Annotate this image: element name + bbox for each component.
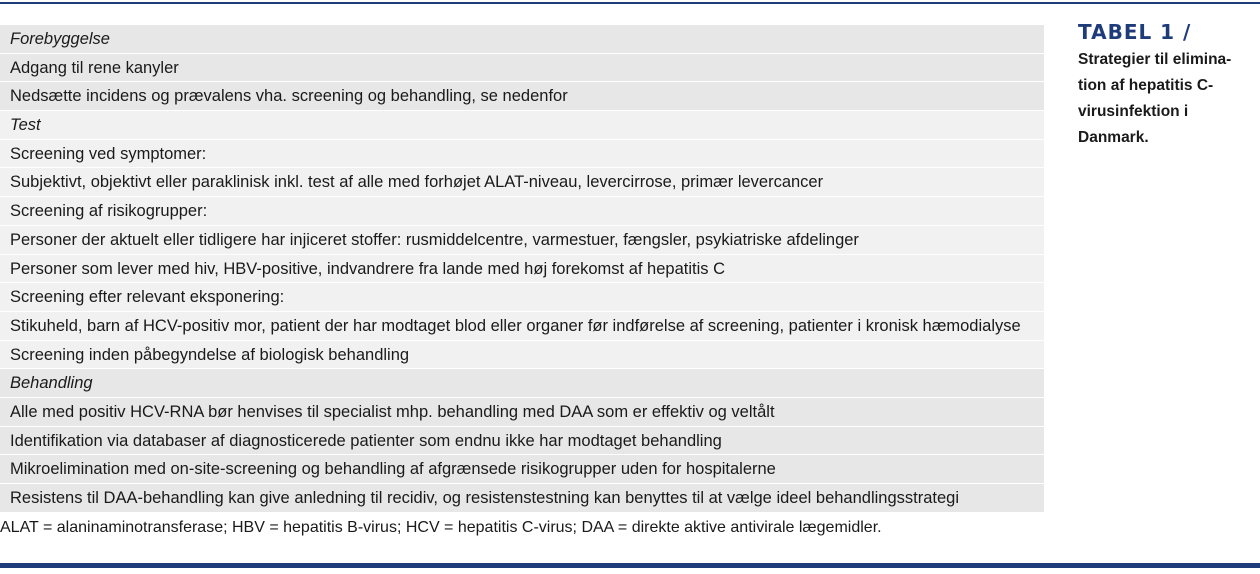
table-row: Personer som lever med hiv, HBV-positive, indvandrere fra lande med høj forekomst af hepatitis C [0, 255, 1044, 284]
table-row: Stikuheld, barn af HCV-positiv mor, patient der har modtaget blod eller organer før indførelse af screening, patienter i kronisk hæmodialyse [0, 312, 1044, 341]
table-row: Screening inden påbegyndelse af biologisk behandling [0, 341, 1044, 370]
caption-label: TABEL 1 / [1078, 20, 1192, 44]
section-test [0, 111, 1044, 369]
table-row: Personer der aktuelt eller tidligere har injiceret stoffer: rusmiddelcentre, varmestuer, fængsler, psykiatriske afdelinger [0, 226, 1044, 255]
caption-line: virusinfektion i [1078, 103, 1189, 120]
strategy-table [0, 25, 1044, 513]
table-row: Screening efter relevant eksponering: [0, 283, 1044, 312]
table-row: Identifikation via databaser af diagnosticerede patienter som endnu ikke har modtaget behandling [0, 427, 1044, 456]
table-row: Alle med positiv HCV-RNA bør henvises til specialist mhp. behandling med DAA som er effektiv og veltålt [0, 398, 1044, 427]
table-row: Adgang til rene kanyler [0, 54, 1044, 83]
table-row: Subjektivt, objektivt eller paraklinisk inkl. test af alle med forhøjet ALAT-niveau, levercirrose, primær levercancer [0, 168, 1044, 197]
table-row: Screening ved symptomer: [0, 140, 1044, 169]
caption-line: tion af hepatitis C- [1078, 77, 1214, 94]
caption-line: Danmark. [1078, 129, 1149, 146]
caption-text [1078, 47, 1253, 151]
bottom-rule [0, 563, 1260, 568]
caption-line: Strategier til elimina- [1078, 51, 1232, 68]
section-heading: Behandling [0, 369, 1044, 398]
top-rule [0, 2, 1260, 4]
table-row: Nedsætte incidens og prævalens vha. screening og behandling, se nedenfor [0, 82, 1044, 111]
table-row: Resistens til DAA-behandling kan give anledning til recidiv, og resistenstestning kan benyttes til at vælge ideel behandlingsstrategi [0, 484, 1044, 513]
table-row: Mikroelimination med on-site-screening og behandling af afgrænsede risikogrupper uden for hospitalerne [0, 455, 1044, 484]
section-heading: Test [0, 111, 1044, 140]
table-caption [1078, 20, 1253, 151]
section-heading: Forebyggelse [0, 25, 1044, 54]
section-forebyggelse [0, 25, 1044, 111]
table-footnote: ALAT = alaninaminotransferase; HBV = hepatitis B-virus; HCV = hepatitis C-virus; DAA = direkte aktive antivirale lægemidler. [0, 519, 882, 536]
section-behandling [0, 369, 1044, 512]
table-row: Screening af risikogrupper: [0, 197, 1044, 226]
